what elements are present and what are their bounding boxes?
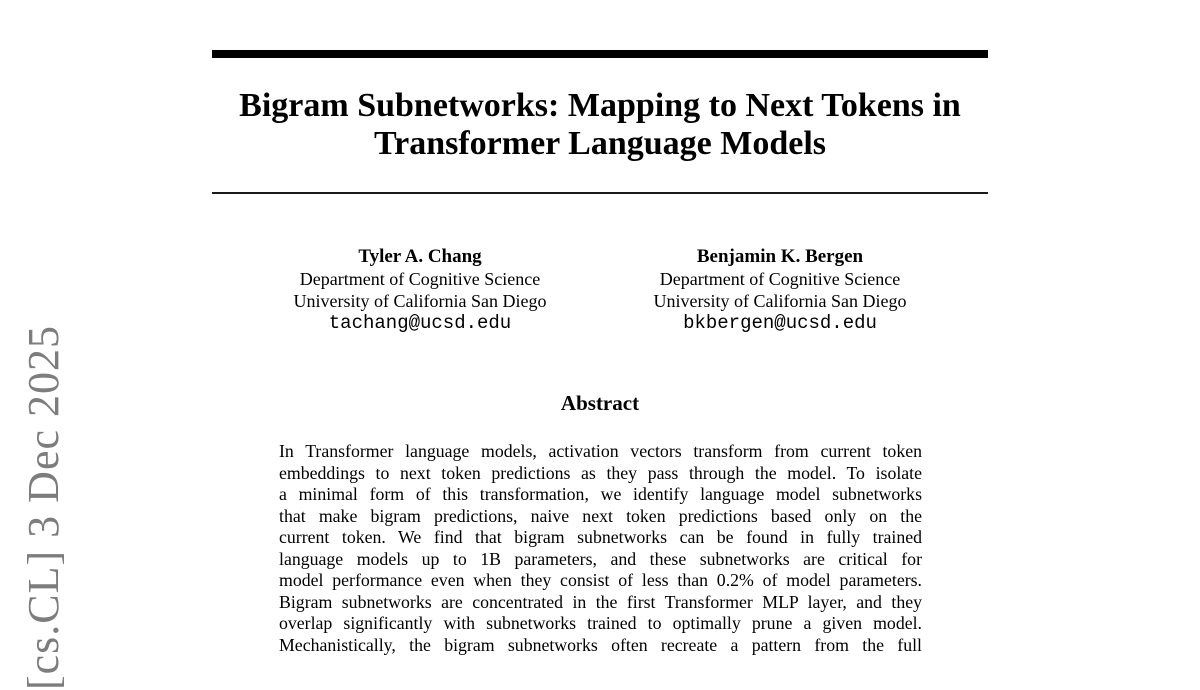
- authors-row: [240, 246, 960, 335]
- author-university: University of California San Diego: [653, 291, 907, 311]
- author-department: Department of Cognitive Science: [659, 269, 901, 289]
- abstract-line: current token. We find that bigram subnetworks can be found in fully trained: [279, 527, 922, 547]
- paper-title-line: Transformer Language Models: [373, 125, 827, 162]
- abstract-line: In Transformer language models, activation vectors transform from current token: [279, 441, 922, 461]
- abstract-heading: Abstract: [560, 391, 640, 415]
- arxiv-watermark: [cs.CL] 3 Dec 2025: [19, 324, 68, 690]
- abstract-line: Bigram subnetworks are concentrated in the first Transformer MLP layer, and they: [279, 591, 922, 612]
- abstract-line: embeddings to next token predictions as they pass through the model. To isolate: [279, 462, 922, 483]
- abstract-line: a minimal form of this transformation, we identify language model subnetworks: [279, 484, 922, 504]
- author-block: [240, 246, 600, 335]
- author-email: tachang@ucsd.edu: [328, 312, 512, 334]
- author-block: [600, 246, 960, 335]
- author-name: Tyler A. Chang: [358, 246, 482, 267]
- abstract-line: language models up to 1B parameters, and these subnetworks are critical for: [279, 548, 922, 569]
- author-university: University of California San Diego: [293, 291, 547, 311]
- abstract-line: that make bigram predictions, naive next token predictions based only on the: [279, 505, 922, 526]
- abstract-line: model performance even when they consist of less than 0.2% of model parameters.: [279, 570, 922, 590]
- paper-title-line: Bigram Subnetworks: Mapping to Next Tokens in: [239, 87, 961, 124]
- top-thick-rule: [212, 50, 988, 58]
- paper-title: [212, 87, 988, 163]
- title-divider-rule: [212, 192, 988, 194]
- abstract-body: [279, 441, 922, 656]
- author-department: Department of Cognitive Science: [299, 269, 541, 289]
- author-name: Benjamin K. Bergen: [696, 246, 864, 267]
- abstract-line: Mechanistically, the bigram subnetworks often recreate a pattern from the full: [279, 634, 922, 655]
- author-email: bkbergen@ucsd.edu: [683, 312, 877, 334]
- abstract-line: overlap significantly with subnetworks trained to optimally prune a given model.: [279, 613, 922, 633]
